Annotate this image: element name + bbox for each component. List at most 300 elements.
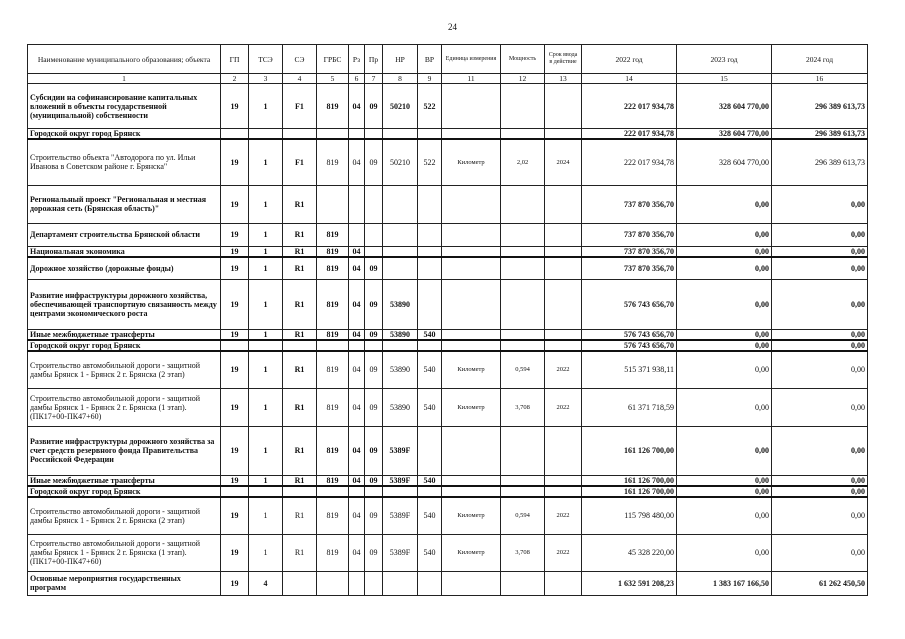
cell-gp: 19 — [221, 426, 249, 475]
cell-rz — [349, 185, 365, 223]
cell-nr: 53890 — [383, 329, 418, 340]
column-number: 12 — [501, 74, 545, 84]
cell-pr — [365, 340, 383, 351]
cell-rz: 04 — [349, 351, 365, 388]
cell-gp: 19 — [221, 84, 249, 129]
cell-power: 3,708 — [501, 534, 545, 571]
table-row — [28, 426, 868, 475]
cell-rz: 04 — [349, 257, 365, 279]
cell-unit: Километр — [442, 497, 501, 534]
cell-2022: 61 371 718,59 — [582, 388, 677, 426]
row-name: Строительство объекта "Автодорога по ул. Ильи Иванова в Советском районе г. Брянска" — [28, 139, 221, 185]
cell-2023: 1 383 167 166,50 — [677, 571, 772, 595]
cell-tse: 1 — [249, 223, 283, 246]
cell-vr — [418, 486, 442, 497]
row-name: Городской округ город Брянск — [28, 129, 221, 140]
cell-unit — [442, 223, 501, 246]
cell-term: 2022 — [545, 388, 582, 426]
cell-nr: 53890 — [383, 279, 418, 329]
cell-grbs: 819 — [317, 279, 349, 329]
cell-2022: 576 743 656,70 — [582, 329, 677, 340]
cell-power — [501, 475, 545, 486]
cell-term: 2022 — [545, 351, 582, 388]
header-unit: Единица измерения — [442, 45, 501, 74]
cell-2023: 0,00 — [677, 257, 772, 279]
column-number: 15 — [677, 74, 772, 84]
cell-gp: 19 — [221, 185, 249, 223]
budget-table — [27, 44, 868, 596]
row-name: Субсидии на софинансирование капитальных вложений в объекты государственной (муниципальной) собственности — [28, 84, 221, 129]
column-number: 2 — [221, 74, 249, 84]
header-gp: ГП — [221, 45, 249, 74]
header-name: Наименование муниципального образования; объекта — [28, 45, 221, 74]
cell-se: R1 — [283, 351, 317, 388]
cell-pr: 09 — [365, 351, 383, 388]
header-2022: 2022 год — [582, 45, 677, 74]
row-name: Иные межбюджетные трансферты — [28, 475, 221, 486]
table-row — [28, 223, 868, 246]
cell-gp: 19 — [221, 246, 249, 257]
column-number: 11 — [442, 74, 501, 84]
cell-2022: 737 870 356,70 — [582, 185, 677, 223]
cell-2022: 115 798 480,00 — [582, 497, 677, 534]
cell-vr — [418, 571, 442, 595]
table-row — [28, 84, 868, 129]
cell-term — [545, 246, 582, 257]
table-row — [28, 340, 868, 351]
cell-se — [283, 571, 317, 595]
cell-term — [545, 257, 582, 279]
cell-2024: 0,00 — [772, 534, 868, 571]
cell-term — [545, 279, 582, 329]
cell-term: 2022 — [545, 497, 582, 534]
cell-pr: 09 — [365, 329, 383, 340]
table-row — [28, 534, 868, 571]
cell-se: R1 — [283, 185, 317, 223]
cell-term — [545, 340, 582, 351]
cell-gp: 19 — [221, 329, 249, 340]
cell-gp: 19 — [221, 534, 249, 571]
cell-tse — [249, 129, 283, 140]
cell-nr — [383, 486, 418, 497]
cell-2022: 161 126 700,00 — [582, 426, 677, 475]
cell-grbs — [317, 129, 349, 140]
cell-rz: 04 — [349, 329, 365, 340]
column-number: 8 — [383, 74, 418, 84]
cell-se: R1 — [283, 257, 317, 279]
cell-2023: 328 604 770,00 — [677, 129, 772, 140]
cell-gp: 19 — [221, 571, 249, 595]
cell-se — [283, 129, 317, 140]
cell-power: 3,708 — [501, 388, 545, 426]
cell-pr: 09 — [365, 388, 383, 426]
cell-power: 2,02 — [501, 139, 545, 185]
cell-vr: 540 — [418, 497, 442, 534]
cell-tse: 1 — [249, 185, 283, 223]
cell-2023: 0,00 — [677, 246, 772, 257]
cell-tse: 1 — [249, 388, 283, 426]
cell-gp: 19 — [221, 139, 249, 185]
cell-rz — [349, 129, 365, 140]
table-row — [28, 279, 868, 329]
cell-grbs: 819 — [317, 246, 349, 257]
cell-2023: 0,00 — [677, 329, 772, 340]
table-row — [28, 129, 868, 140]
cell-unit — [442, 257, 501, 279]
cell-rz — [349, 223, 365, 246]
cell-se: R1 — [283, 388, 317, 426]
cell-vr: 540 — [418, 329, 442, 340]
cell-2023: 328 604 770,00 — [677, 139, 772, 185]
cell-unit — [442, 340, 501, 351]
cell-rz: 04 — [349, 246, 365, 257]
cell-unit — [442, 279, 501, 329]
cell-vr — [418, 246, 442, 257]
row-name: Департамент строительства Брянской области — [28, 223, 221, 246]
header-power: Мощность — [501, 45, 545, 74]
cell-2022: 1 632 591 208,23 — [582, 571, 677, 595]
cell-nr — [383, 129, 418, 140]
row-name: Дорожное хозяйство (дорожные фонды) — [28, 257, 221, 279]
cell-2022: 161 126 700,00 — [582, 475, 677, 486]
table-row — [28, 351, 868, 388]
cell-2024: 0,00 — [772, 279, 868, 329]
cell-2023: 0,00 — [677, 497, 772, 534]
row-name: Развитие инфраструктуры дорожного хозяйства, обеспечивающей транспортную связанность между центрами экономического роста — [28, 279, 221, 329]
cell-2022: 222 017 934,78 — [582, 84, 677, 129]
cell-se: R1 — [283, 223, 317, 246]
cell-vr — [418, 426, 442, 475]
cell-term — [545, 329, 582, 340]
header-nr: НР — [383, 45, 418, 74]
cell-gp: 19 — [221, 497, 249, 534]
cell-unit: Километр — [442, 534, 501, 571]
cell-nr: 53890 — [383, 388, 418, 426]
cell-2024: 0,00 — [772, 340, 868, 351]
cell-power — [501, 185, 545, 223]
cell-tse: 4 — [249, 571, 283, 595]
cell-unit — [442, 571, 501, 595]
cell-power — [501, 279, 545, 329]
cell-2022: 576 743 656,70 — [582, 279, 677, 329]
cell-power — [501, 426, 545, 475]
cell-2022: 576 743 656,70 — [582, 340, 677, 351]
cell-tse: 1 — [249, 279, 283, 329]
header-rz: Рз — [349, 45, 365, 74]
header-2023: 2023 год — [677, 45, 772, 74]
cell-vr — [418, 129, 442, 140]
cell-unit — [442, 329, 501, 340]
table-row — [28, 329, 868, 340]
cell-2022: 737 870 356,70 — [582, 257, 677, 279]
cell-pr: 09 — [365, 84, 383, 129]
header-vr: ВР — [418, 45, 442, 74]
cell-nr: 53890 — [383, 351, 418, 388]
cell-tse — [249, 486, 283, 497]
cell-term — [545, 486, 582, 497]
column-number-row — [28, 74, 868, 84]
column-number: 7 — [365, 74, 383, 84]
cell-nr: 5389F — [383, 534, 418, 571]
cell-vr — [418, 223, 442, 246]
cell-rz: 04 — [349, 388, 365, 426]
cell-se: R1 — [283, 246, 317, 257]
row-name: Развитие инфраструктуры дорожного хозяйства за счет средств резервного фонда Правительства Российской Федерации — [28, 426, 221, 475]
cell-grbs: 819 — [317, 139, 349, 185]
cell-se: R1 — [283, 534, 317, 571]
cell-nr — [383, 340, 418, 351]
cell-rz: 04 — [349, 279, 365, 329]
cell-2023: 0,00 — [677, 351, 772, 388]
cell-rz: 04 — [349, 426, 365, 475]
cell-vr: 540 — [418, 534, 442, 571]
cell-pr: 09 — [365, 497, 383, 534]
table-row — [28, 139, 868, 185]
cell-vr — [418, 257, 442, 279]
row-name: Строительство автомобильной дороги - защитной дамбы Брянск 1 - Брянск 2 г. Брянска (1 этап). (ПК17+00-ПК47+60) — [28, 534, 221, 571]
cell-2023: 0,00 — [677, 223, 772, 246]
cell-unit — [442, 475, 501, 486]
cell-pr — [365, 571, 383, 595]
cell-grbs: 819 — [317, 426, 349, 475]
cell-nr — [383, 185, 418, 223]
cell-2022: 45 328 220,00 — [582, 534, 677, 571]
cell-tse: 1 — [249, 497, 283, 534]
cell-2023: 328 604 770,00 — [677, 84, 772, 129]
cell-pr — [365, 223, 383, 246]
cell-2022: 515 371 938,11 — [582, 351, 677, 388]
header-tse: ТСЭ — [249, 45, 283, 74]
cell-2024: 0,00 — [772, 351, 868, 388]
cell-2024: 0,00 — [772, 185, 868, 223]
cell-2023: 0,00 — [677, 185, 772, 223]
cell-pr — [365, 185, 383, 223]
row-name: Основные мероприятия государственных программ — [28, 571, 221, 595]
header-grbs: ГРБС — [317, 45, 349, 74]
cell-gp: 19 — [221, 223, 249, 246]
cell-term — [545, 571, 582, 595]
cell-2022: 222 017 934,78 — [582, 139, 677, 185]
cell-tse — [249, 340, 283, 351]
cell-tse: 1 — [249, 257, 283, 279]
cell-se: R1 — [283, 475, 317, 486]
cell-power — [501, 129, 545, 140]
cell-grbs: 819 — [317, 351, 349, 388]
cell-2023: 0,00 — [677, 475, 772, 486]
table-row — [28, 571, 868, 595]
cell-pr: 09 — [365, 426, 383, 475]
cell-vr: 540 — [418, 351, 442, 388]
cell-se: F1 — [283, 139, 317, 185]
cell-term — [545, 426, 582, 475]
cell-vr: 540 — [418, 388, 442, 426]
cell-grbs: 819 — [317, 497, 349, 534]
cell-tse: 1 — [249, 246, 283, 257]
cell-tse: 1 — [249, 534, 283, 571]
cell-2024: 0,00 — [772, 257, 868, 279]
cell-pr — [365, 486, 383, 497]
column-number: 6 — [349, 74, 365, 84]
cell-se: R1 — [283, 497, 317, 534]
cell-gp: 19 — [221, 257, 249, 279]
cell-power — [501, 257, 545, 279]
cell-pr — [365, 129, 383, 140]
column-number: 14 — [582, 74, 677, 84]
cell-2023: 0,00 — [677, 486, 772, 497]
header-pr: Пр — [365, 45, 383, 74]
row-name: Городской округ город Брянск — [28, 340, 221, 351]
cell-unit — [442, 129, 501, 140]
cell-2024: 0,00 — [772, 486, 868, 497]
table-row — [28, 486, 868, 497]
cell-term: 2024 — [545, 139, 582, 185]
cell-unit: Километр — [442, 388, 501, 426]
cell-nr: 50210 — [383, 139, 418, 185]
cell-2024: 296 389 613,73 — [772, 139, 868, 185]
cell-tse: 1 — [249, 351, 283, 388]
cell-unit: Километр — [442, 139, 501, 185]
cell-vr — [418, 340, 442, 351]
cell-rz — [349, 340, 365, 351]
column-number: 4 — [283, 74, 317, 84]
cell-2024: 0,00 — [772, 475, 868, 486]
cell-2023: 0,00 — [677, 426, 772, 475]
cell-2024: 0,00 — [772, 329, 868, 340]
cell-power — [501, 223, 545, 246]
cell-unit: Километр — [442, 351, 501, 388]
cell-grbs: 819 — [317, 257, 349, 279]
cell-2024: 61 262 450,50 — [772, 571, 868, 595]
row-name: Национальная экономика — [28, 246, 221, 257]
cell-vr: 522 — [418, 84, 442, 129]
row-name: Региональный проект "Региональная и местная дорожная сеть (Брянская область)" — [28, 185, 221, 223]
row-name: Строительство автомобильной дороги - защитной дамбы Брянск 1 - Брянск 2 г. Брянска (1 этап). (ПК17+00-ПК47+60) — [28, 388, 221, 426]
cell-grbs: 819 — [317, 534, 349, 571]
cell-2024: 296 389 613,73 — [772, 129, 868, 140]
cell-grbs — [317, 486, 349, 497]
cell-nr: 5389F — [383, 426, 418, 475]
cell-tse: 1 — [249, 475, 283, 486]
cell-grbs: 819 — [317, 475, 349, 486]
cell-power — [501, 329, 545, 340]
cell-rz — [349, 486, 365, 497]
cell-gp — [221, 486, 249, 497]
cell-grbs: 819 — [317, 388, 349, 426]
cell-gp: 19 — [221, 388, 249, 426]
cell-vr: 522 — [418, 139, 442, 185]
column-number: 5 — [317, 74, 349, 84]
page-number: 24 — [448, 22, 457, 32]
table-row — [28, 475, 868, 486]
row-name: Иные межбюджетные трансферты — [28, 329, 221, 340]
cell-tse: 1 — [249, 329, 283, 340]
cell-se — [283, 340, 317, 351]
cell-gp: 19 — [221, 475, 249, 486]
cell-unit — [442, 486, 501, 497]
cell-grbs — [317, 571, 349, 595]
cell-grbs: 819 — [317, 84, 349, 129]
cell-nr — [383, 571, 418, 595]
cell-rz — [349, 571, 365, 595]
row-name: Строительство автомобильной дороги - защитной дамбы Брянск 1 - Брянск 2 г. Брянска (2 этап) — [28, 497, 221, 534]
cell-vr: 540 — [418, 475, 442, 486]
cell-2022: 222 017 934,78 — [582, 129, 677, 140]
header-2024: 2024 год — [772, 45, 868, 74]
cell-gp — [221, 340, 249, 351]
cell-term — [545, 223, 582, 246]
cell-power — [501, 340, 545, 351]
column-number: 9 — [418, 74, 442, 84]
cell-grbs — [317, 185, 349, 223]
cell-tse: 1 — [249, 426, 283, 475]
cell-2023: 0,00 — [677, 340, 772, 351]
cell-nr — [383, 246, 418, 257]
cell-term — [545, 185, 582, 223]
cell-nr: 5389F — [383, 497, 418, 534]
header-se: СЭ — [283, 45, 317, 74]
column-number: 13 — [545, 74, 582, 84]
cell-pr: 09 — [365, 534, 383, 571]
cell-2023: 0,00 — [677, 534, 772, 571]
row-name: Строительство автомобильной дороги - защитной дамбы Брянск 1 - Брянск 2 г. Брянска (2 этап) — [28, 351, 221, 388]
cell-se: R1 — [283, 329, 317, 340]
cell-gp: 19 — [221, 351, 249, 388]
column-number: 1 — [28, 74, 221, 84]
cell-rz: 04 — [349, 534, 365, 571]
cell-unit — [442, 426, 501, 475]
cell-nr — [383, 257, 418, 279]
cell-tse: 1 — [249, 139, 283, 185]
column-number: 16 — [772, 74, 868, 84]
header-term: Срок ввода в действие — [545, 45, 582, 74]
cell-2024: 296 389 613,73 — [772, 84, 868, 129]
cell-term — [545, 129, 582, 140]
table-row — [28, 246, 868, 257]
cell-gp — [221, 129, 249, 140]
cell-se: R1 — [283, 426, 317, 475]
table-row — [28, 497, 868, 534]
header-row — [28, 45, 868, 74]
cell-term — [545, 84, 582, 129]
cell-se: F1 — [283, 84, 317, 129]
cell-power — [501, 486, 545, 497]
cell-nr: 50210 — [383, 84, 418, 129]
cell-2024: 0,00 — [772, 246, 868, 257]
column-number: 3 — [249, 74, 283, 84]
cell-nr: 5389F — [383, 475, 418, 486]
cell-pr: 09 — [365, 257, 383, 279]
cell-2024: 0,00 — [772, 223, 868, 246]
cell-2024: 0,00 — [772, 388, 868, 426]
cell-power: 0,594 — [501, 351, 545, 388]
cell-se: R1 — [283, 279, 317, 329]
cell-2024: 0,00 — [772, 426, 868, 475]
cell-2022: 737 870 356,70 — [582, 246, 677, 257]
cell-power — [501, 246, 545, 257]
cell-2022: 737 870 356,70 — [582, 223, 677, 246]
table-row — [28, 388, 868, 426]
cell-rz: 04 — [349, 497, 365, 534]
cell-nr — [383, 223, 418, 246]
cell-grbs — [317, 340, 349, 351]
cell-grbs: 819 — [317, 223, 349, 246]
cell-power — [501, 571, 545, 595]
cell-term — [545, 475, 582, 486]
cell-rz: 04 — [349, 84, 365, 129]
cell-tse: 1 — [249, 84, 283, 129]
cell-term: 2022 — [545, 534, 582, 571]
table-row — [28, 257, 868, 279]
